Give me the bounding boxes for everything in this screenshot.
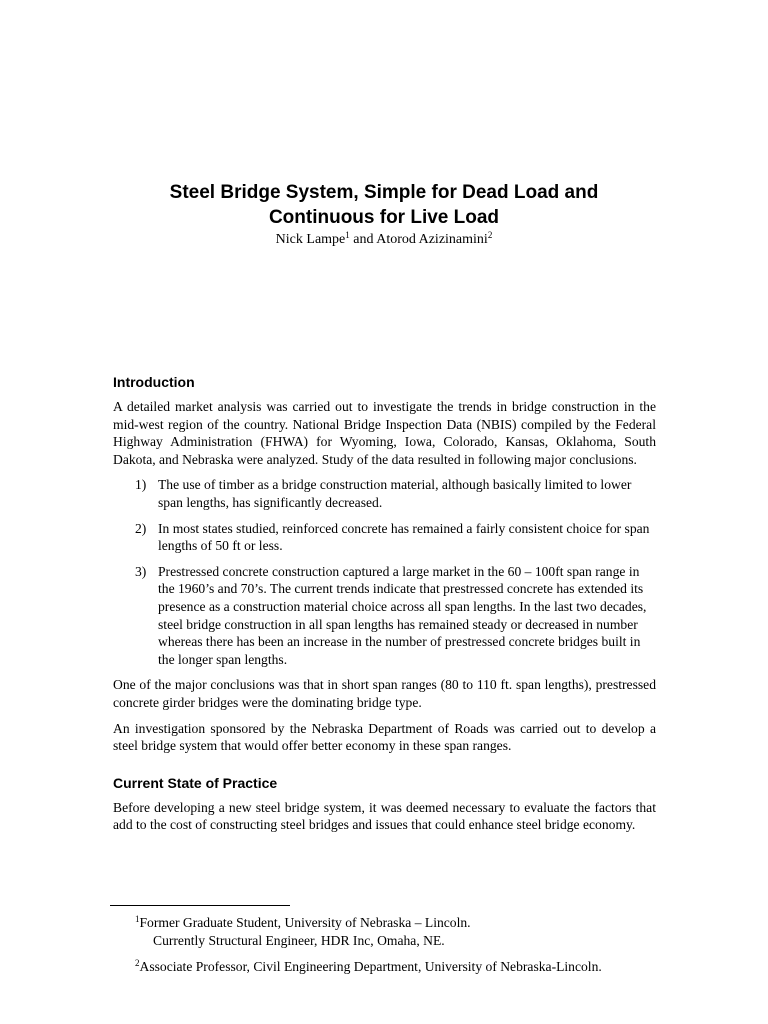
list-item [113, 520, 656, 555]
conclusions-list [113, 476, 656, 668]
paper-body [113, 372, 656, 842]
footnote-1-line-2: Currently Structural Engineer, HDR Inc, Omaha, NE. [153, 933, 445, 948]
major-conclusion-paragraph: One of the major conclusions was that in short span ranges (80 to 110 ft. span lengths), prestressed concrete girder bridges were the dominating bridge type. [113, 677, 656, 710]
intro-paragraph: A detailed market analysis was carried out to investigate the trends in bridge construction in the mid-west region of the country. National Bridge Inspection Data (NBIS) compiled by the Federal Highway Administration (FHWA) for Wyoming, Iowa, Colorado, Kansas, Oklahoma, South Dakota, and Nebraska were analyzed. Study of the data resulted in following major conclusions. [113, 399, 656, 467]
footnote-1 [135, 914, 695, 950]
investigation-paragraph: An investigation sponsored by the Nebraska Department of Roads was carried out to develop a steel bridge system that would offer better economy in these span ranges. [113, 720, 656, 754]
footnote-2-line-1: Associate Professor, Civil Engineering Department, University of Nebraska-Lincoln. [139, 959, 602, 974]
footnote-2 [135, 958, 695, 976]
section-heading-current-state: Current State of Practice [113, 774, 278, 791]
footnote-1-line-1: Former Graduate Student, University of Nebraska – Lincoln. [139, 915, 471, 930]
list-item-text: Prestressed concrete construction captured a large market in the 60 – 100ft span range in the 1960’s and 70’s. The current trends indicate that prestressed concrete has extended its presence as a construction material choice across all span lengths. In the last two decades, steel bridge construction in all span lengths has remained steady or decreased in number whereas there has been an increase in the number of prestressed concrete bridges built in the longer span lengths. [158, 563, 647, 667]
title-line-1: Steel Bridge System, Simple for Dead Load and [169, 182, 599, 203]
list-item-text: The use of timber as a bridge construction material, although basically limited to lower span lengths, has significantly decreased. [158, 477, 632, 510]
title-line-2: Continuous for Live Load [268, 207, 500, 228]
list-item-number: 3) [135, 563, 147, 579]
list-item-number: 2) [135, 520, 147, 536]
paper-title [0, 180, 768, 230]
author-1-name: Nick Lampe [275, 232, 346, 247]
footnotes [135, 914, 695, 976]
footnote-2-mark: 2 [135, 958, 140, 968]
current-state-paragraph: Before developing a new steel bridge system, it was deemed necessary to evaluate the factors that add to the cost of constructing steel bridges and issues that could enhance steel bridge economy. [113, 799, 656, 833]
list-item [113, 476, 656, 511]
list-item-number: 1) [135, 477, 147, 493]
author-line [0, 230, 768, 250]
author-2-name: Atorod Azizinamini [376, 232, 488, 247]
author-connector: and [349, 232, 377, 247]
author-1-mark: 1 [345, 230, 350, 240]
footnote-1-mark: 1 [135, 914, 140, 924]
author-2-mark: 2 [487, 230, 493, 240]
section-heading-introduction: Introduction [113, 374, 195, 390]
footnote-separator [110, 905, 290, 906]
list-item [113, 563, 656, 669]
list-item-text: In most states studied, reinforced concrete has remained a fairly consistent choice for span lengths of 50 ft or less. [158, 520, 650, 554]
